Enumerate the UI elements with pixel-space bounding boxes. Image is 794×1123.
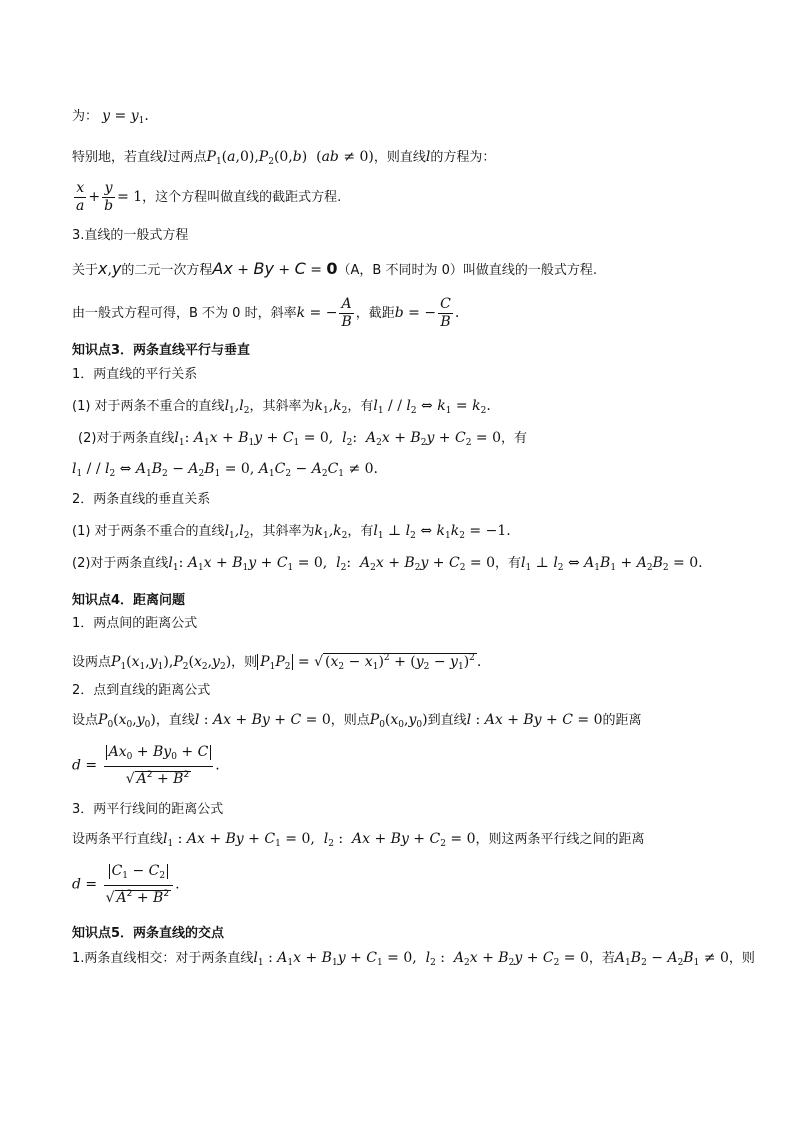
text-line: 设两点$P_1(x_1,y_1),P_2(x_2,y_2)$，则 $P_1P_2$ = √ $(x_2 - x_1)^2 + (y_2 - y_1)^2$ . <box>72 653 482 672</box>
text-run: ，则 <box>728 951 755 966</box>
text-run: 1.两条直线相交：对于两条直线 <box>72 951 254 966</box>
text-run: 设两条平行直线 <box>72 832 164 847</box>
text-run: ，有 <box>347 399 374 414</box>
formula: $l_1$ <box>253 950 264 968</box>
formula: $\frac{Ax_0 + By_0 + C}{√ A^2 + B^2}$ <box>104 744 214 788</box>
text-run: 的二元一次方程 <box>121 263 213 278</box>
text-run: ，其斜率为 <box>249 524 315 539</box>
formula: y <box>102 108 111 124</box>
formula: l <box>425 149 431 165</box>
text-run: 设点 <box>72 713 99 728</box>
text-run: 的距离 <box>602 713 642 728</box>
text-run: ，则这两条平行线之间的距离 <box>475 832 645 847</box>
text-run: ，其斜率为 <box>249 399 315 414</box>
text-run: 的方程为： <box>430 150 496 165</box>
formula: $l_1$ <box>72 461 83 479</box>
text-run: (1) 对于两条不重合的直线 <box>72 524 225 539</box>
formula: $l_1$ <box>373 523 384 541</box>
formula: k <box>296 305 306 321</box>
text-run: ，则直线 <box>373 150 426 165</box>
text-run: ，截距 <box>355 306 395 321</box>
text-line: $\frac{x}{a}$ + $\frac{y}{b}$ = 1，这个方程叫做直线的截距式方程. <box>76 180 342 214</box>
text-run: ，有 <box>347 524 374 539</box>
formula: $P_1$ <box>111 654 127 672</box>
text-run: 特别地，若直线 <box>72 150 164 165</box>
text-run: (2)对于两条直线 <box>78 431 175 446</box>
text-run: 过两点 <box>167 150 207 165</box>
formula: x <box>98 259 108 278</box>
formula: $k_1,k_2$ <box>314 523 348 541</box>
text-run: 设两点 <box>72 655 112 670</box>
section-subheading: 1．两直线的平行关系 <box>72 367 198 382</box>
formula: $\frac{x}{a}$ <box>76 180 85 214</box>
text-run: （A，B 不同时为 0）叫做直线的一般式方程. <box>337 263 598 278</box>
formula: b <box>394 305 404 321</box>
text-line: (2)对于两条直线$l_1$: $A_1x + B_1y + C_1 = 0$, $l_2$: $A_2x + B_2y + C_2 = 0$，有$l_1$ ⊥ $l_2$ ⇔ $A_1B_1 + A_2B_2 = 0$. <box>72 555 703 573</box>
text-line: d = $\frac{C_1 - C_2}{√ A^2 + B^2}$ . <box>72 863 180 906</box>
text-run: 到直线 <box>427 713 467 728</box>
text-run: 由一般式方程可得，B 不为 0 时，斜率 <box>72 306 297 321</box>
formula: $P_1P_2$ <box>257 654 293 670</box>
text-run: ，直线 <box>155 713 195 728</box>
formula: l <box>194 712 200 728</box>
section-subheading: 3.直线的一般式方程 <box>72 228 189 243</box>
formula: $l_1$ <box>168 555 179 573</box>
text-line: (1) 对于两条不重合的直线$l_1,l_2$，其斜率为$k_1,k_2$，有$l_1$ ⊥ $l_2$ ⇔ $k_1k_2 = -1$. <box>72 523 511 541</box>
text-line: $l_1$ / / $l_2$ ⇔ $A_1B_2 - A_2B_1 = 0$, $A_1C_2 - A_2C_1 \ne 0$. <box>72 461 379 479</box>
formula: $A_1B_2$ <box>614 950 647 968</box>
formula: $l_1,l_2$ <box>224 398 250 416</box>
section-heading: 知识点5．两条直线的交点 <box>72 926 225 941</box>
text-run: ，则点 <box>330 713 370 728</box>
text-line: 关于x,y的二元一次方程Ax + By + C = 0（A，B 不同时为 0）叫做直线的一般式方程. <box>72 259 598 278</box>
formula: $l_1$ <box>163 831 174 849</box>
text-line: 为： $y = y_1$. <box>72 108 149 126</box>
formula: $k_1,k_2$ <box>314 398 348 416</box>
text-run: ，有 <box>495 556 522 571</box>
formula: l <box>163 149 168 165</box>
text-run: (2)对于两条直线 <box>72 556 169 571</box>
text-run: ，则 <box>231 655 258 670</box>
text-line: 设点$P_0(x_0,y_0)$，直线l : Ax + By + C = 0，则点$P_0(x_0,y_0)$到直线l : Ax + By + C = 0的距离 <box>72 712 642 730</box>
formula: $P_0$ <box>369 712 385 730</box>
text-line: 特别地，若直线l过两点$P_1(a,0),P_2(0,b) (ab \ne 0)$，则直线l的方程为： <box>72 149 496 167</box>
formula: d <box>72 876 81 893</box>
text-line: 1.两条直线相交：对于两条直线$l_1$ : $A_1x + B_1y + C_1 = 0$, $l_2$ : $A_2x + B_2y + C_2 = 0$，若$A_1B_2 - A_2B_1 \ne 0$，则 <box>72 950 755 968</box>
section-heading: 知识点3．两条直线平行与垂直 <box>72 343 251 358</box>
section-subheading: 3．两平行线间的距离公式 <box>72 802 224 817</box>
formula: d <box>72 757 81 774</box>
formula: $l_1$ <box>521 555 532 573</box>
formula: $\frac{C_1 - C_2}{√ A^2 + B^2}$ <box>104 863 173 907</box>
formula: Ax <box>212 259 233 278</box>
text-line: (1) 对于两条不重合的直线$l_1,l_2$，其斜率为$k_1,k_2$，有$l_1$ / / $l_2$ ⇔ $k_1 = k_2$. <box>72 398 491 416</box>
text-line: (2)对于两条直线$l_1$: $A_1x + B_1y + C_1 = 0$, $l_2$: $A_2x + B_2y + C_2 = 0$，有 <box>78 430 528 448</box>
text-run: ，这个方程叫做直线的截距式方程. <box>142 190 342 205</box>
formula: $l_1$ <box>174 430 185 448</box>
text-run: ，有 <box>501 431 528 446</box>
formula: $l_1,l_2$ <box>224 523 250 541</box>
section-subheading: 1．两点间的距离公式 <box>72 616 198 631</box>
section-subheading: 2．点到直线的距离公式 <box>72 683 211 698</box>
text-line: d = $\frac{Ax_0 + By_0 + C}{√ A^2 + B^2}$ . <box>72 744 220 787</box>
text-run: ，若 <box>588 951 615 966</box>
text-line: 设两条平行直线$l_1$ : $Ax + By + C_1 = 0$, $l_2$ : $Ax + By + C_2 = 0$，则这两条平行线之间的距离 <box>72 831 645 849</box>
formula: $P_0$ <box>98 712 114 730</box>
text-run: 关于 <box>72 263 99 278</box>
text-run: (1) 对于两条不重合的直线 <box>72 399 225 414</box>
section-heading: 知识点4．距离问题 <box>72 593 186 608</box>
text-run: 为： <box>72 109 99 124</box>
text-line: 由一般式方程可得，B 不为 0 时，斜率k = − $\frac{A}{B}$ ，截距b = − $\frac{C}{B}$ . <box>72 296 460 330</box>
formula: $l_1$ <box>373 398 384 416</box>
section-subheading: 2．两条直线的垂直关系 <box>72 492 211 507</box>
formula: $P_1$ <box>206 149 222 167</box>
formula: l <box>466 712 472 728</box>
